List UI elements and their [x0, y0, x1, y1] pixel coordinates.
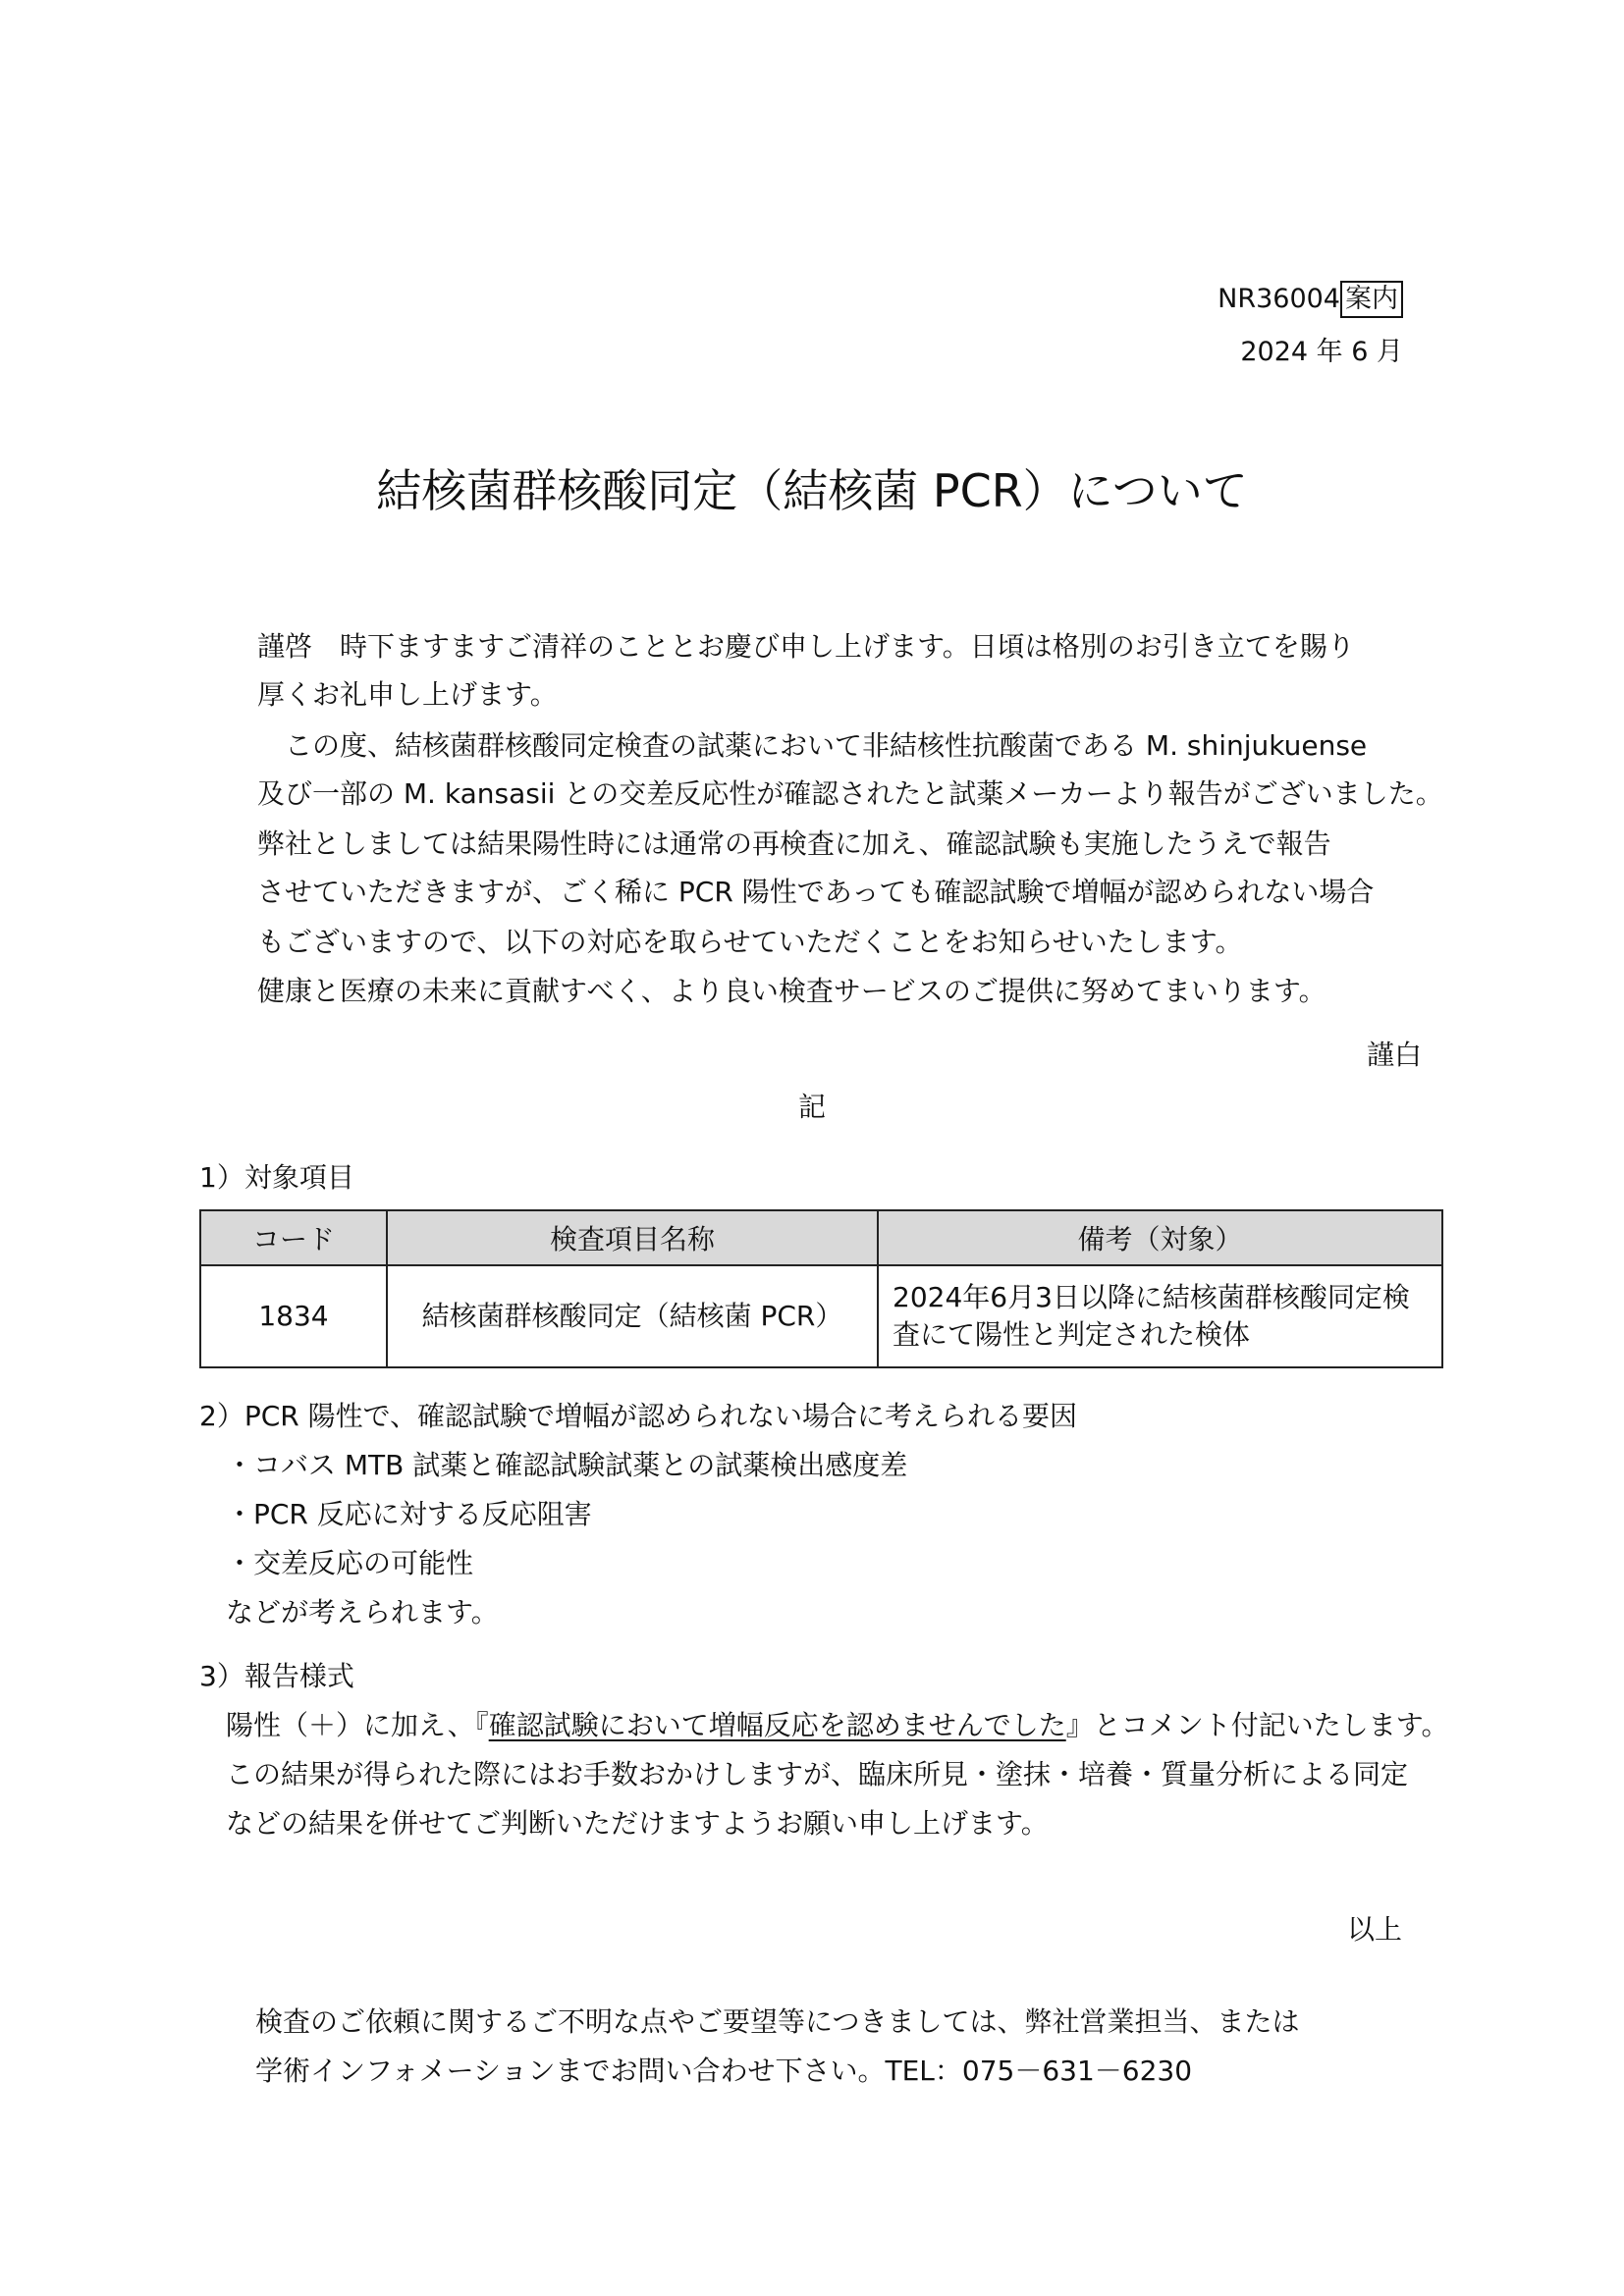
greeting-line-7: もございますので、以下の対応を取らせていただくことをお知らせいたします。	[257, 926, 1243, 958]
document-date: 2024 年 6 月	[1240, 337, 1403, 367]
section-3-title: 3）報告様式	[199, 1660, 354, 1692]
document-type-badge: 案内	[1340, 281, 1403, 318]
factor-item-3: ・交差反応の可能性	[226, 1547, 474, 1579]
cell-name: 結核菌群核酸同定（結核菌 PCR）	[387, 1265, 878, 1367]
ki-heading: 記	[797, 1091, 826, 1123]
document-code-number: NR36004	[1218, 284, 1340, 314]
document-code	[1218, 281, 1403, 318]
factor-item-1: ・コバス MTB 試薬と確認試験試薬との試薬検出感度差	[226, 1449, 908, 1481]
greeting-line-2: 厚くお礼申し上げます。	[257, 678, 558, 711]
report-prefix: 陽性（＋）に加え、『	[226, 1709, 489, 1741]
greeting-line-5: 弊社としましては結果陽性時には通常の再検査に加え、確認試験も実施したうえで報告	[257, 828, 1331, 860]
greeting-line-4: 及び一部の M. kansasii との交差反応性が確認されたと試薬メーカーより報告がございました。	[257, 777, 1443, 810]
column-header-note: 備考（対象）	[878, 1210, 1442, 1265]
factor-item-2: ・PCR 反応に対する反応阻害	[226, 1498, 592, 1530]
cell-code: 1834	[200, 1265, 387, 1367]
greeting-line-3: この度、結核菌群核酸同定検査の試薬において非結核性抗酸菌である M. shinjukuense	[257, 729, 1368, 762]
cell-note: 2024年6月3日以降に結核菌群核酸同定検査にて陽性と判定された検体	[878, 1265, 1442, 1367]
closing-mark: 以上	[1346, 1913, 1402, 1946]
report-comment: 確認試験において増幅反応を認めませんでした	[488, 1709, 1066, 1741]
column-header-name: 検査項目名称	[387, 1210, 878, 1265]
section-2-title: 2）PCR 陽性で、確認試験で増幅が認められない場合に考えられる要因	[199, 1400, 1078, 1432]
column-header-code: コード	[200, 1210, 387, 1265]
target-items-table	[199, 1209, 1443, 1368]
table-row	[200, 1265, 1442, 1367]
factor-tail: などが考えられます。	[226, 1596, 499, 1629]
report-format-line-3: などの結果を併せてご判断いただけますようお願い申し上げます。	[226, 1807, 1049, 1840]
contact-line-1: 検査のご依頼に関するご不明な点やご要望等につきましては、弊社営業担当、または	[255, 2005, 1300, 2038]
report-format-line-1	[226, 1706, 1448, 1745]
greeting-line-8: 健康と医療の未来に貢献すべく、より良い検査サービスのご提供に努めてまいります。	[257, 975, 1326, 1007]
greeting-line-1: 謹啓 時下ますますご清祥のこととお慶び申し上げます。日頃は格別のお引き立てを賜り	[257, 630, 1355, 663]
greeting-closing: 謹白	[1366, 1039, 1422, 1071]
report-format-line-2: この結果が得られた際にはお手数おかけしますが、臨床所見・塗抹・培養・質量分析による同定	[226, 1758, 1409, 1790]
table-header-row	[200, 1210, 1442, 1265]
greeting-line-6: させていただきますが、ごく稀に PCR 陽性であっても確認試験で増幅が認められない場合	[257, 876, 1375, 908]
contact-line-2: 学術インフォメーションまでお問い合わせ下さい。TEL：075－631－6230	[255, 2055, 1193, 2087]
section-1-title: 1）対象項目	[199, 1161, 354, 1194]
page-title: 結核菌群核酸同定（結核菌 PCR）について	[376, 464, 1248, 517]
report-suffix: 』とコメント付記いたします。	[1065, 1709, 1449, 1741]
